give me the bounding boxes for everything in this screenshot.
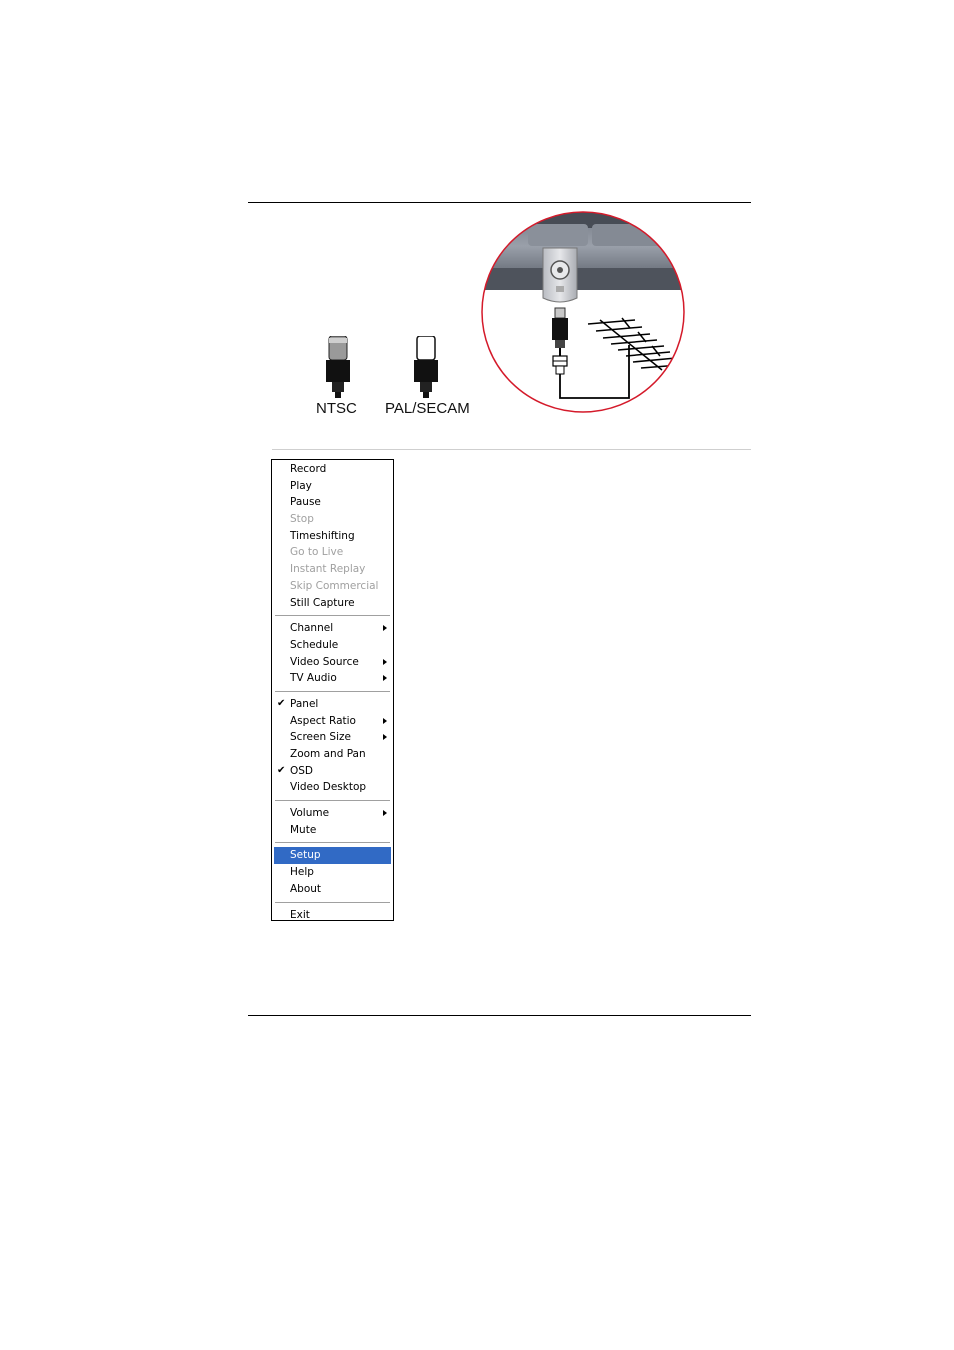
menu-separator xyxy=(275,800,390,801)
menu-item-tv-audio[interactable] xyxy=(274,670,391,687)
menu-item-pause[interactable] xyxy=(274,494,391,511)
menu-item-record[interactable] xyxy=(274,461,391,478)
menu-item-skip-commercial xyxy=(274,578,391,595)
menu-item-label: TV Audio xyxy=(290,672,337,685)
menu-item-label: Pause xyxy=(290,496,321,509)
menu-item-label: Panel xyxy=(290,697,319,710)
submenu-arrow-icon xyxy=(383,718,387,724)
checkmark-icon: ✔ xyxy=(277,697,286,709)
menu-item-help[interactable] xyxy=(274,864,391,881)
menu-item-channel[interactable] xyxy=(274,620,391,637)
menu-item-label: Exit xyxy=(290,908,310,921)
submenu-arrow-icon xyxy=(383,810,387,816)
menu-item-label: About xyxy=(290,882,322,895)
pal-secam-connector-illustration xyxy=(413,336,439,402)
submenu-arrow-icon xyxy=(383,625,387,631)
menu-item-about[interactable] xyxy=(274,881,391,898)
pal-secam-label: PAL/SECAM xyxy=(385,400,470,417)
footer-rule xyxy=(248,1015,751,1016)
menu-item-exit[interactable] xyxy=(274,907,391,924)
menu-separator xyxy=(275,902,390,903)
menu-item-label: Video Desktop xyxy=(290,781,367,794)
menu-item-label: Video Source xyxy=(290,655,359,668)
menu-item-label: Stop xyxy=(290,513,314,526)
menu-item-aspect-ratio[interactable] xyxy=(274,713,391,730)
context-menu xyxy=(271,459,394,921)
menu-separator xyxy=(275,615,390,616)
white-plug-icon xyxy=(413,336,439,398)
menu-item-setup[interactable] xyxy=(274,847,391,864)
menu-item-label: Instant Replay xyxy=(290,563,366,576)
tv-antenna-illustration xyxy=(300,210,700,422)
header-rule xyxy=(248,202,751,203)
menu-item-label: Play xyxy=(290,479,312,492)
menu-item-label: OSD xyxy=(290,764,314,777)
menu-item-osd[interactable] xyxy=(274,763,391,780)
menu-item-volume[interactable] xyxy=(274,805,391,822)
checkmark-icon: ✔ xyxy=(277,764,286,776)
menu-item-schedule[interactable] xyxy=(274,637,391,654)
menu-item-label: Help xyxy=(290,866,314,879)
menu-item-label: Go to Live xyxy=(290,546,344,559)
section-divider xyxy=(272,449,751,450)
menu-item-label: Schedule xyxy=(290,638,339,651)
menu-item-timeshifting[interactable] xyxy=(274,528,391,545)
menu-item-still-capture[interactable] xyxy=(274,595,391,612)
submenu-arrow-icon xyxy=(383,675,387,681)
black-plug-icon xyxy=(325,336,351,398)
menu-item-go-to-live xyxy=(274,544,391,561)
ntsc-connector-illustration xyxy=(325,336,351,402)
menu-item-label: Timeshifting xyxy=(290,529,355,542)
menu-item-label: Channel xyxy=(290,622,334,635)
menu-item-label: Screen Size xyxy=(290,731,351,744)
menu-separator xyxy=(275,842,390,843)
menu-item-label: Zoom and Pan xyxy=(290,748,366,760)
menu-item-label: Volume xyxy=(290,807,330,820)
menu-item-stop xyxy=(274,511,391,528)
menu-item-label: Still Capture xyxy=(290,596,355,609)
menu-item-panel[interactable] xyxy=(274,696,391,713)
menu-item-label: Record xyxy=(290,463,327,475)
menu-separator xyxy=(275,691,390,692)
antenna-connection-diagram xyxy=(300,210,700,422)
submenu-arrow-icon xyxy=(383,659,387,665)
menu-item-screen-size[interactable] xyxy=(274,729,391,746)
menu-item-zoom-and-pan[interactable] xyxy=(274,746,391,763)
menu-item-label: Aspect Ratio xyxy=(290,714,356,727)
submenu-arrow-icon xyxy=(383,734,387,740)
menu-item-label: Mute xyxy=(290,823,317,836)
menu-item-label: Setup xyxy=(290,849,321,862)
ntsc-label: NTSC xyxy=(316,400,357,417)
menu-item-video-desktop[interactable] xyxy=(274,779,391,796)
menu-item-video-source[interactable] xyxy=(274,654,391,671)
menu-item-play[interactable] xyxy=(274,478,391,495)
menu-item-instant-replay xyxy=(274,561,391,578)
menu-item-mute[interactable] xyxy=(274,822,391,839)
menu-item-label: Skip Commercial xyxy=(290,579,379,592)
